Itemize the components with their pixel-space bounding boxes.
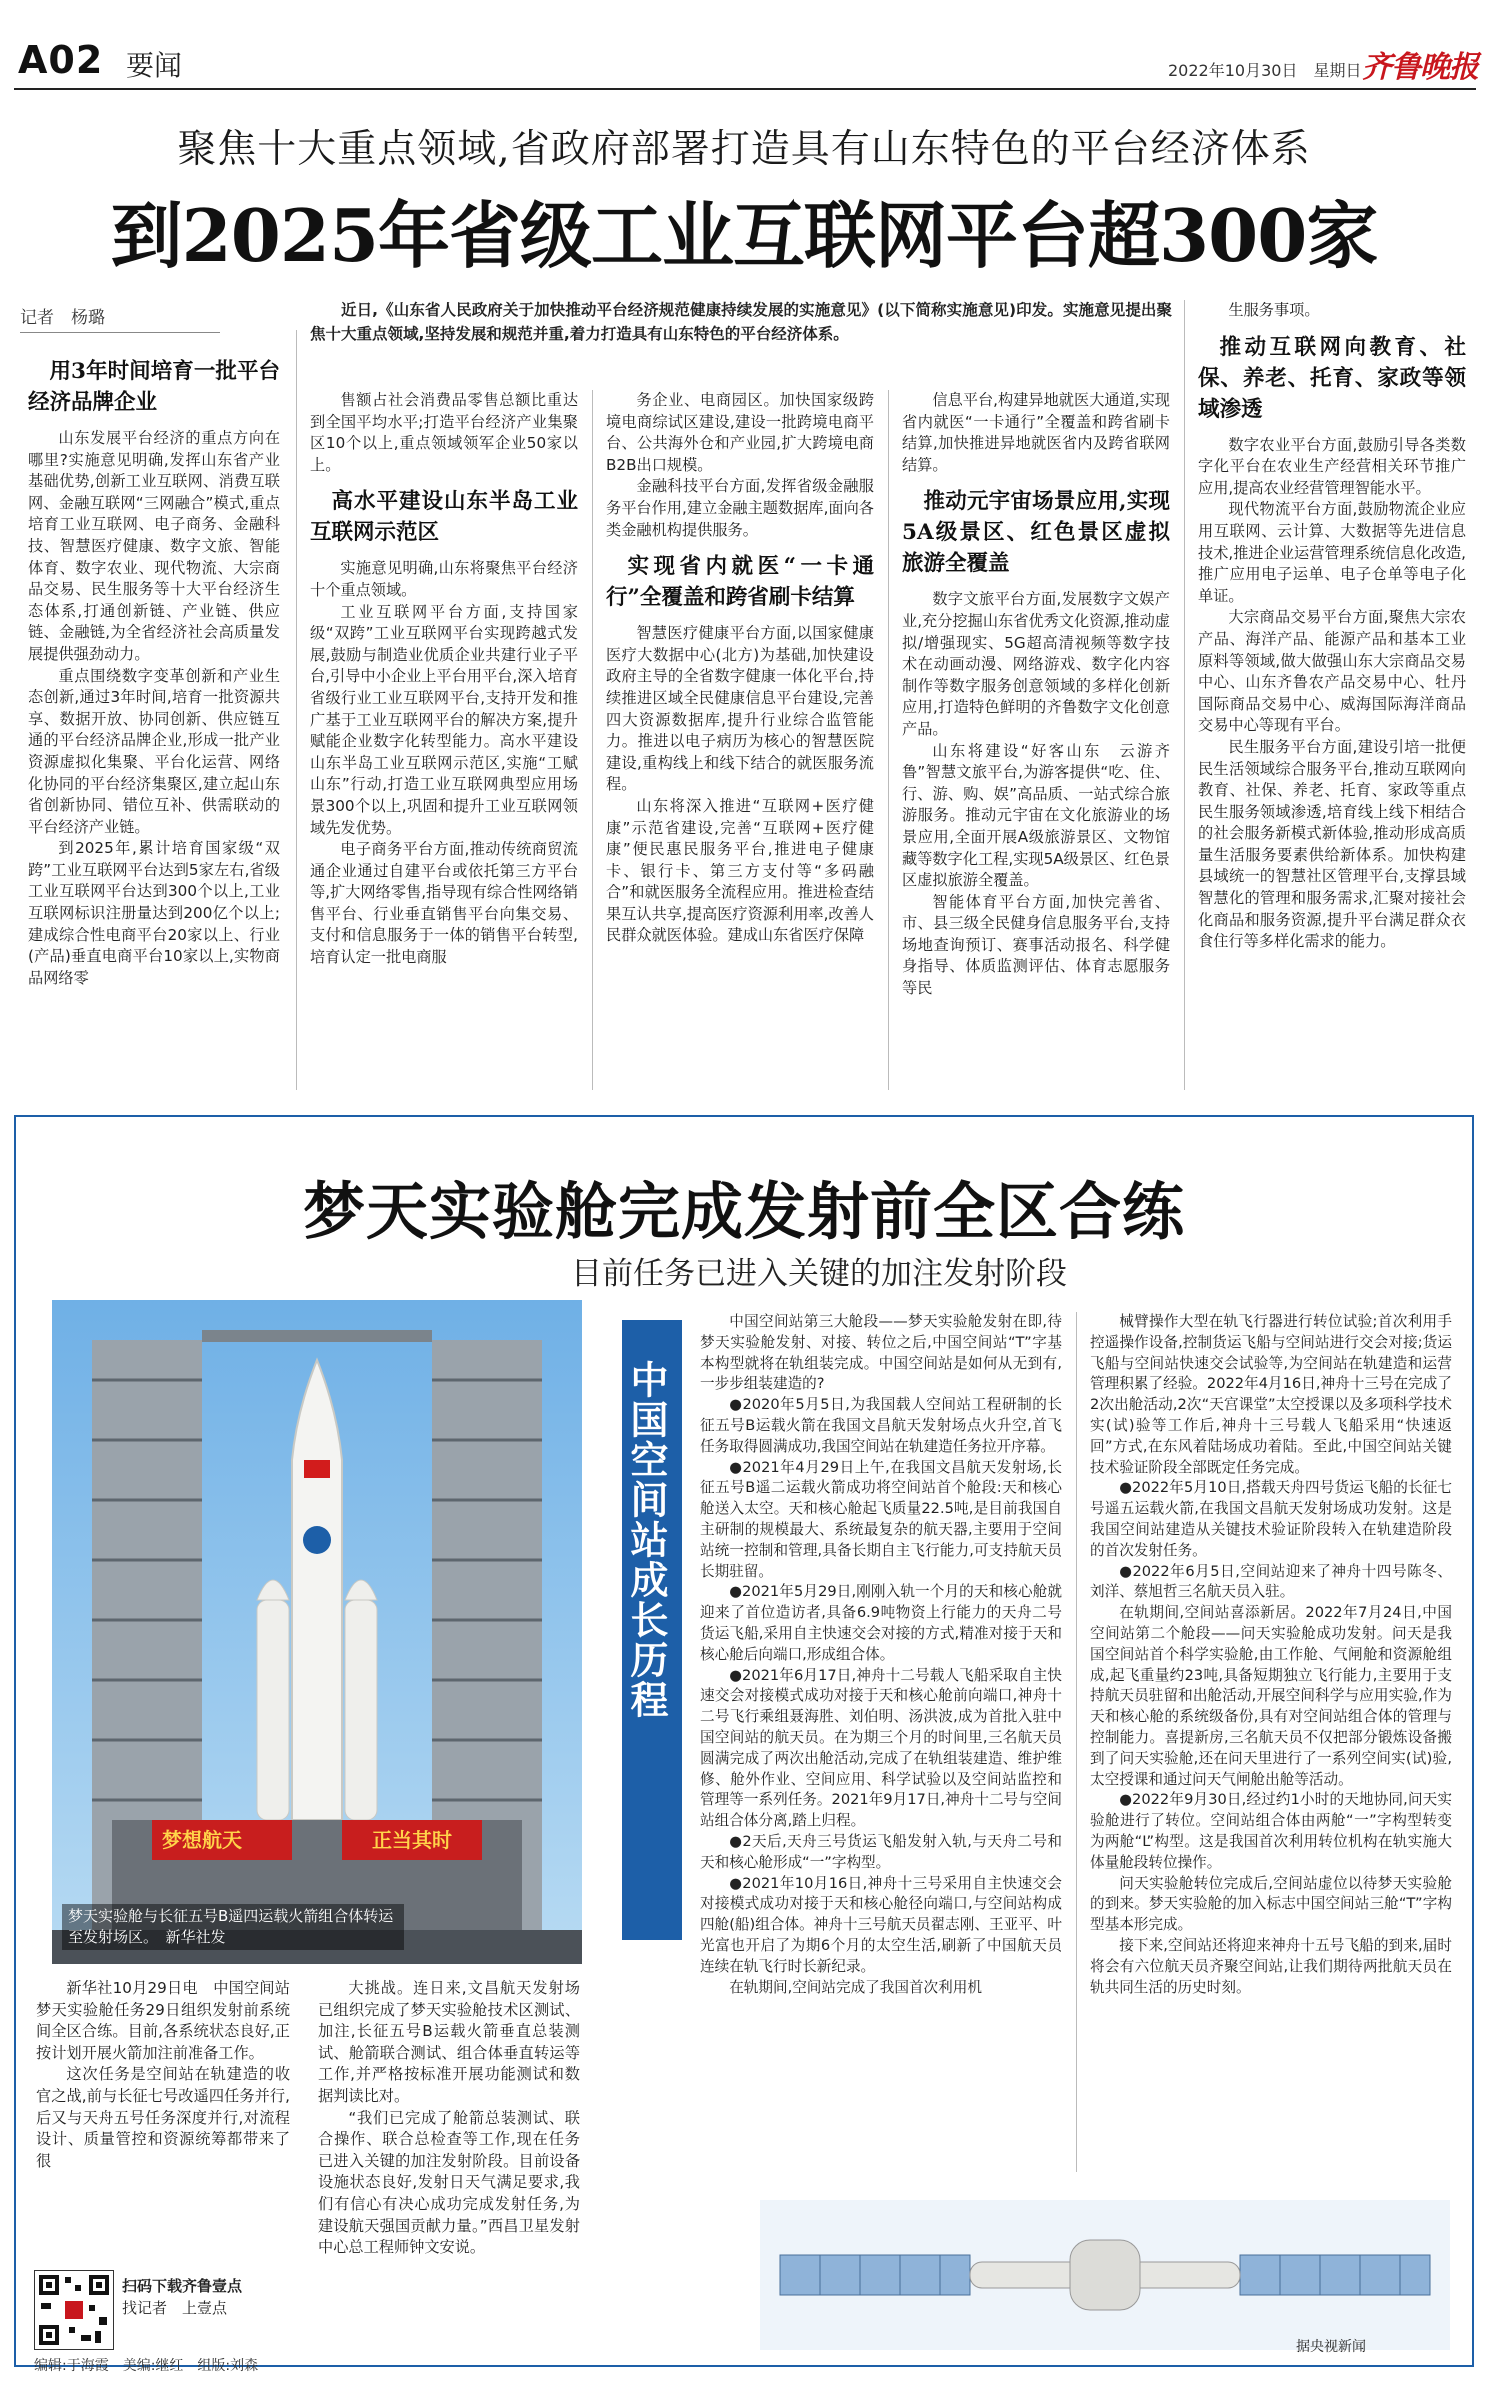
column-divider <box>296 330 297 1090</box>
paragraph: 数字农业平台方面,鼓励引导各类数字化平台在农业生产经营相关环节推广应用,提高农业经营管理智能水平。 <box>1198 435 1466 497</box>
article1-byline: 记者 杨璐 <box>20 303 220 333</box>
column-divider <box>592 390 593 1090</box>
paragraph: 新华社10月29日电 中国空间站梦天实验舱任务29日组织发射前系统间全区合练。目前,各系统状态良好,正按计划开展火箭加注前准备工作。 <box>36 1979 290 2062</box>
paragraph: 山东将深入推进“互联网+医疗健康”示范省建设,完善“互联网+医疗健康”便民惠民服务平台,推进电子健康卡、银行卡、第三方支付等“多码融合”和就医服务全流程应用。推进检查结果互认共享,提高医疗资源利用率,改善人民群众就医体验。建成山东省医疗保障 <box>606 796 874 945</box>
paragraph: 智能体育平台方面,加快完善省、市、县三级全民健身信息服务平台,支持场地查询预订、赛事活动报名、科学健身指导、体质监测评估、体育志愿服务等民 <box>902 892 1170 998</box>
subhead: 用3年时间培育一批平台经济品牌企业 <box>28 359 280 415</box>
paragraph: 金融科技平台方面,发挥省级金融服务平台作用,建立金融主题数据库,面向各类金融机构提供服务。 <box>606 477 874 539</box>
article1-column-1 <box>28 346 280 989</box>
newspaper-logo: 齐鲁晚报 <box>1362 50 1478 85</box>
timeline-entry: ●2022年6月5日,空间站迎来了神舟十四号陈冬、刘洋、蔡旭哲三名航天员入驻。 <box>1090 1562 1452 1601</box>
space-station-illustration <box>760 2200 1450 2350</box>
paragraph: 大挑战。连日来,文昌航天发射场已组织完成了梦天实验舱技术区测试、加注,长征五号B运载火箭垂直总装测试、舱箭联合测试、组合体垂直转运等工作,并严格按标准开展功能测试和数据判读比对。 <box>318 1979 580 2105</box>
paragraph: 现代物流平台方面,鼓励物流企业应用互联网、云计算、大数据等先进信息技术,推进企业运营管理系统信息化改造,推广应用电子运单、电子仓单等电子化单证。 <box>1198 500 1466 605</box>
qr-label <box>122 2275 242 2319</box>
qr-label-line-2: 找记者 上壹点 <box>122 2299 228 2317</box>
timeline-column-2 <box>1090 1312 1452 1998</box>
paragraph: 在轨期间,空间站完成了我国首次利用机 <box>729 1978 982 1996</box>
qr-label-line-1: 扫码下载齐鲁壹点 <box>122 2277 243 2295</box>
article2-column-2 <box>318 1978 580 2259</box>
section-name: 要闻 <box>126 49 183 82</box>
header-rule <box>14 88 1476 90</box>
paragraph: 山东将建设“好客山东 云游齐鲁”智慧文旅平台,为游客提供“吃、住、行、游、购、娱”高品质、一站式综合旅游服务。推动元宇宙在文化旅游业的场景应用,全面开展A级旅游景区、文物馆藏等数字化工程,实现5A级景区、红色景区虚拟旅游全覆盖。 <box>902 741 1170 890</box>
page-number: A02 <box>18 38 104 82</box>
paragraph: 到2025年,累计培育国家级“双跨”工业互联网平台达到5家左右,省级工业互联网平台达到300个以上,工业互联网标识注册量达到200亿个以上;建成综合性电商平台20家以上、行业(产品)垂直电商平台10家以上,实物商品网络零 <box>28 839 280 987</box>
timeline-entry: ●2天后,天舟三号货运飞船发射入轨,与天舟二号和天和核心舱形成“一”字构型。 <box>700 1832 1062 1871</box>
paragraph: 生服务事项。 <box>1228 301 1320 319</box>
timeline-entry: ●2021年6月17日,神舟十二号载人飞船采取自主快速交会对接模式成功对接于天和核心舱前向端口,神舟十二号飞行乘组聂海胜、刘伯明、汤洪波,成为首批入驻中国空间站的航天员。在为期三个月的时间里,三名航天员圆满完成了两次出舱活动,完成了在轨组装建造、维护维修、舱外作业、空间应用、科学试验以及空间站监控和管理等一系列任务。2021年9月17日,神舟十二号与空间站组合体分离,踏上归程。 <box>700 1666 1062 1830</box>
paragraph: “我们已完成了舱箭总装测试、联合操作、联合总检查等工作,现在任务已进入关键的加注发射阶段。目前设备设施状态良好,发射日天气满足要求,我们有信心有决心成功完成发射任务,为建设航天强国贡献力量。”西昌卫星发射中心总工程师钟文安说。 <box>318 2108 580 2257</box>
timeline-title: 中国空间站成长历程 <box>624 1360 669 1720</box>
column-divider <box>1076 1312 1077 2172</box>
paragraph: 大宗商品交易平台方面,聚焦大宗农产品、海洋产品、能源产品和基本工业原料等领域,做大做强山东大宗商品交易中心、山东齐鲁农产品交易中心、牡丹国际商品交易中心、威海国际海洋商品交易中心等现有平台。 <box>1198 608 1466 735</box>
paragraph: 这次任务是空间站在轨建造的收官之战,前与长征七号改遥四任务并行,后又与天舟五号任务深度并行,对流程设计、质量管控和资源统筹都带来了很 <box>36 2065 290 2170</box>
qr-code-icon <box>35 2271 113 2349</box>
rocket-launch-tower-image <box>52 1300 582 1964</box>
paragraph: 智慧医疗健康平台方面,以国家健康医疗大数据中心(北方)为基础,加快建设政府主导的全省数字健康一体化平台,持续推进区域全民健康信息平台建设,完善四大资源数据库,提升行业综合监管能力。推进以电子病历为核心的智慧医院建设,重构线上和线下结合的就医服务流程。 <box>606 624 874 794</box>
paragraph: 实施意见明确,山东将聚焦平台经济十个重点领域。 <box>310 559 578 599</box>
subhead: 高水平建设山东半岛工业互联网示范区 <box>310 489 578 546</box>
article1-kicker: 聚焦十大重点领域,省政府部署打造具有山东特色的平台经济体系 <box>177 127 1311 172</box>
paragraph: 务企业、电商园区。加快国家级跨境电商综试区建设,建设一批跨境电商平台、公共海外仓和产业园,扩大跨境电商B2B出口规模。 <box>606 391 874 474</box>
timeline-entry: ●2022年9月30日,经过约1小时的天地协同,问天实验舱进行了转位。空间站组合体由两舱“一”字构型转变为两舱“L”构型。这是我国首次利用转位机构在轨实施大体量舱段转位操作。 <box>1090 1791 1452 1871</box>
timeline-entry: ●2020年5月5日,为我国载人空间站工程研制的长征五号B运载火箭在我国文昌航天发射场点火升空,首飞任务取得圆满成功,我国空间站在轨建造任务拉开序幕。 <box>700 1396 1062 1455</box>
paragraph: 问天实验舱转位完成后,空间站虚位以待梦天实验舱的到来。梦天实验舱的加入标志中国空间站三舱“T”字构型基本形完成。 <box>1090 1874 1452 1934</box>
paragraph: 在轨期间,空间站喜添新居。2022年7月24日,中国空间站第二个舱段——问天实验舱成功发射。问天是我国空间站首个科学实验舱,由工作舱、气闸舱和资源舱组成,起飞重量约23吨,具备短期独立飞行能力,主要用于支持航天员驻留和出舱活动,开展空间科学与应用实验,作为天和核心舱的系统级备份,具有对空间站组合体的管理与控制能力。喜提新房,三名航天员不仅把部分锻炼设备搬到了问天实验舱,还在问天里进行了一系列空间实(试)验,太空授课和通过问天气闸舱出舱等活动。 <box>1090 1604 1452 1788</box>
article1-column-2 <box>310 390 578 969</box>
subhead: 实现省内就医“一卡通行”全覆盖和跨省刷卡结算 <box>606 554 874 611</box>
banner-right: 正当其时 <box>372 1828 452 1852</box>
timeline-entry: ●2021年4月29日上午,在我国文昌航天发射场,长征五号B遥二运载火箭成功将空间站首个舱段:天和核心舱送入太空。天和核心舱起飞质量22.5吨,是目前我国自主研制的规模最大、系统最复杂的航天器,主要用于空间站统一控制和管理,具备长期自主飞行能力,可支持航天员长期驻留。 <box>700 1458 1062 1580</box>
column-divider <box>1184 300 1185 1090</box>
paragraph: 接下来,空间站还将迎来神舟十五号飞船的到来,届时将会有六位航天员齐聚空间站,让我们期待两批航天员在轨共同生活的历史时刻。 <box>1090 1936 1452 1996</box>
paragraph: 数字文旅平台方面,发展数字文娱产业,充分挖掘山东省优秀文化资源,推动虚拟/增强现实、5G超高清视频等数字技术在动画动漫、网络游戏、数字化内容制作等数字服务创意领域的多样化创新应用,打造特色鲜明的齐鲁数字文化创意产品。 <box>902 590 1170 738</box>
article1-column-3 <box>606 390 874 947</box>
paragraph: 工业互联网平台方面,支持国家级“双跨”工业互联网平台实现跨越式发展,鼓励与制造业优质企业共建行业子平台,引导中小企业上平台用平台,深入培育省级行业工业互联网平台,支持开发和推广基于工业互联网平台的解决方案,提升赋能企业数字化转型能力。高水平建设山东半岛工业互联网示范区,实施“工赋山东”行动,打造工业互联网典型应用场景300个以上,巩固和提升工业互联网领域先发优势。 <box>310 602 578 837</box>
banner-left: 梦想航天 <box>162 1828 242 1852</box>
subhead: 推动元宇宙场景应用,实现5A级景区、红色景区虚拟旅游全覆盖 <box>902 489 1170 577</box>
paragraph: 售额占社会消费品零售总额比重达到全国平均水平;打造平台经济产业集聚区10个以上,重点领域领军企业50家以上。 <box>310 391 578 474</box>
article2-title: 梦天实验舱完成发射前全区合练 <box>302 1175 1185 1248</box>
paragraph: 信息平台,构建异地就医大通道,实现省内就医“一卡通行”全覆盖和跨省刷卡结算,加快推进异地就医省内及跨省联网结算。 <box>902 391 1170 474</box>
photo-caption: 梦天实验舱与长征五号B遥四运载火箭组合体转运至发射场区。 新华社发 <box>62 1904 404 1950</box>
timeline-entry: ●2021年5月29日,刚刚入轨一个月的天和核心舱就迎来了首位造访者,具备6.9吨物资上行能力的天舟二号货运飞船,采用自主快速交会对接的方式,精准对接于天和核心舱后向端口,形成组合体。 <box>700 1583 1062 1663</box>
paragraph: 中国空间站第三大舱段——梦天实验舱发射在即,待梦天实验舱发射、对接、转位之后,中国空间站“T”字基本构型就将在轨组装完成。中国空间站是如何从无到有,一步步组装建造的? <box>700 1313 1062 1393</box>
space-station-image <box>760 2200 1450 2350</box>
paragraph: 电子商务平台方面,推动传统商贸流通企业通过自建平台或依托第三方平台等,扩大网络零售,指导现有综合性网络销售平台、行业垂直销售平台向集交易、支付和信息服务于一体的销售平台转型,培育认定一批电商服 <box>310 840 578 967</box>
paragraph: 山东发展平台经济的重点方向在哪里?实施意见明确,发挥山东省产业基础优势,创新工业互联网、消费互联网、金融互联网“三网融合”模式,重点培育工业互联网、电子商务、金融科技、智慧医疗健康、数字文旅、智能体育、数字农业、现代物流、大宗商品交易、民生服务等十大平台经济生态体系,打通创新链、产业链、供应链、金融链,为全省经济社会高质量发展提供强劲动力。 <box>28 429 280 663</box>
column-divider <box>888 390 889 1090</box>
paragraph: 重点围绕数字变革创新和产业生态创新,通过3年时间,培育一批资源共享、数据开放、协同创新、供应链互通的平台经济品牌企业,形成一批产业资源虚拟化集聚、平台化运营、网络化协同的平台经济集聚区,建立起山东省创新协同、错位互补、供需联动的平台经济产业链。 <box>28 666 280 836</box>
qr-code[interactable] <box>34 2270 114 2350</box>
paragraph: 械臂操作大型在轨飞行器进行转位试验;首次利用手控遥操作设备,控制货运飞船与空间站进行交会对接;货运飞船与空间站快速交会试验等,为空间站在轨建造和运营管理积累了经验。2022年4月16日,神舟十三号在完成了2次出舱活动,2次“天宫课堂”太空授课以及多项科学技术实(试)验等工作后,神舟十三号载人飞船采用“快速返回”方式,在东风着陆场成功着陆。至此,中国空间站关键技术验证阶段全部既定任务完成。 <box>1090 1313 1452 1476</box>
article1-column-4 <box>902 390 1170 1000</box>
issue-date: 2022年10月30日 星期日 <box>1168 61 1362 80</box>
timeline-column-1 <box>700 1312 1062 1998</box>
article2-subtitle: 目前任务已进入关键的加注发射阶段 <box>571 1256 1067 1292</box>
timeline-entry: ●2021年10月16日,神舟十三号采用自主快速交会对接模式成功对接于天和核心舱径向端口,与空间站构成四舱(船)组合体。神舟十三号航天员翟志刚、王亚平、叶光富也开启了为期6个月的太空生活,刷新了中国航天员连续在轨飞行时长新纪录。 <box>700 1874 1062 1975</box>
editors-credit: 编辑:于海霞 美编:继红 组版:刘森 <box>34 2358 259 2374</box>
rocket-photo <box>52 1300 582 1964</box>
paragraph: 民生服务平台方面,建设引培一批便民生活领域综合服务平台,推动互联网向教育、社保、养老、托育、家政等重点民生服务领域渗透,培育线上线下相结合的社会服务新模式新体验,推动形成高质量生活服务要素供给新体系。加快构建县域统一的智慧社区管理平台,支撑县域智慧化的管理和服务需求,汇聚对接社会化商品和服务资源,提升平台满足群众衣食住行等多样化需求的能力。 <box>1198 737 1466 951</box>
article1-headline: 到2025年省级工业互联网平台超300家 <box>110 193 1378 278</box>
article1-lead: 近日,《山东省人民政府关于加快推动平台经济规范健康持续发展的实施意见》(以下简称实施意见)印发。实施意见提出聚焦十大重点领域,坚持发展和规范并重,着力打造具有山东特色的平台经济体系。 <box>310 301 1172 343</box>
timeline-title-bar <box>622 1320 682 1940</box>
subhead: 推动互联网向教育、社保、养老、托育、家政等领域渗透 <box>1198 334 1466 422</box>
station-caption: 据央视新闻 <box>1296 2339 1366 2355</box>
article2-column-1 <box>36 1978 290 2172</box>
article1-column-5 <box>1198 300 1466 953</box>
timeline-entry: ●2022年5月10日,搭载天舟四号货运飞船的长征七号遥五运载火箭,在我国文昌航天发射场成功发射。这是我国空间站建造从关键技术验证阶段转入在轨建造阶段的首次发射任务。 <box>1090 1479 1452 1559</box>
